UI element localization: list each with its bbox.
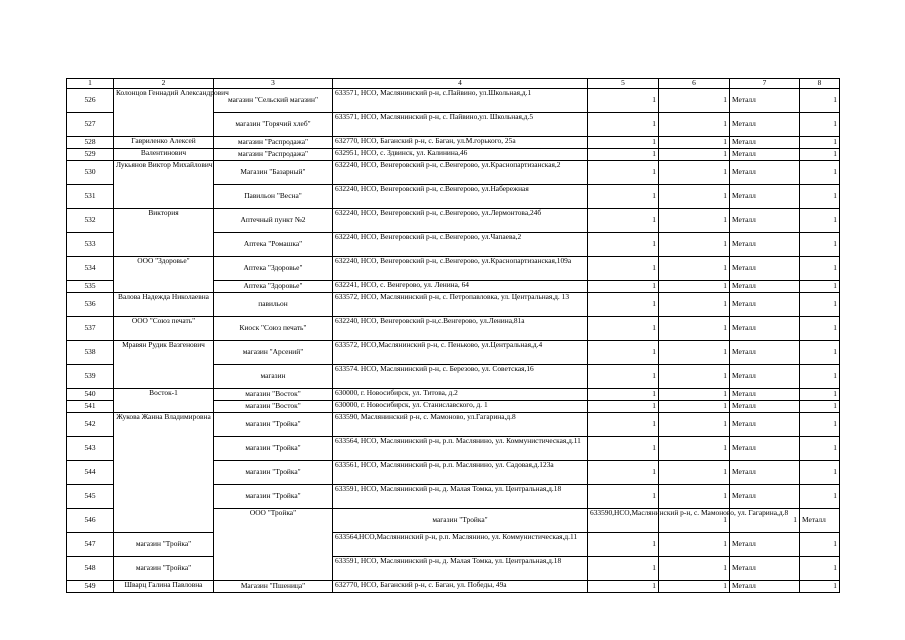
shop-name-cell: магазин "Восток" — [214, 389, 333, 401]
value-col6-cell: 1 — [659, 461, 730, 485]
value-col5-cell: 1 — [588, 581, 659, 593]
row-number-cell: 545 — [67, 485, 114, 509]
address-cell: 633590,НСО,Маслянинский р-н, с. Мамоново, ул. Гагарина,д.8 — [588, 509, 659, 533]
material-cell: Металл — [730, 401, 800, 413]
value-col5-cell: 1 — [588, 557, 659, 581]
value-col5-cell: 1 — [659, 509, 730, 533]
value-col8-cell: 1 — [800, 233, 840, 257]
row-number-cell: 533 — [67, 233, 114, 257]
value-col8-cell: 1 — [800, 437, 840, 461]
register-table-body — [67, 79, 840, 593]
shop-name-cell: Киоск "Союз печать" — [214, 317, 333, 341]
value-col6-cell: 1 — [659, 317, 730, 341]
row-number-cell: 544 — [67, 461, 114, 485]
address-cell: 632240, НСО, Венгеровский р-н, с.Венгерово, ул.Краснопартизанская,2 — [333, 161, 588, 185]
table-row — [67, 161, 840, 185]
value-col8-cell: 1 — [800, 293, 840, 317]
value-col6-cell: 1 — [659, 233, 730, 257]
shop-name-cell: Аптека "Здоровье" — [214, 281, 333, 293]
column-number-4: 4 — [333, 79, 588, 89]
row-number-cell: 549 — [67, 581, 114, 593]
material-cell: Металл — [730, 341, 800, 365]
owner-name-cell: ООО "Союз печать" — [114, 317, 214, 341]
value-col6-cell: 1 — [659, 185, 730, 209]
shop-name-cell: магазин "Тройка" — [214, 413, 333, 437]
value-col5-cell: 1 — [588, 161, 659, 185]
row-number-cell: 531 — [67, 185, 114, 209]
address-cell: 633572, НСО,Маслянинский р-н, с. Пеньково, ул.Центральная,д.4 — [333, 341, 588, 365]
material-cell: Металл — [730, 461, 800, 485]
value-col6-cell: 1 — [659, 281, 730, 293]
shop-name-cell: магазин "Тройка" — [214, 485, 333, 509]
shop-name-cell: магазин "Тройка" — [333, 509, 588, 533]
value-col8-cell: 1 — [800, 281, 840, 293]
value-col8-cell: 1 — [800, 401, 840, 413]
material-cell: Металл — [730, 557, 800, 581]
material-cell: Металл — [730, 437, 800, 461]
row-number-cell: 537 — [67, 317, 114, 341]
address-cell: 630000, г. Новосибирск, ул. Станиславского, д. 1 — [333, 401, 588, 413]
address-cell: 632240, НСО, Венгеровский р-н, с.Венгерово, ул.Краснопартизанская,109а — [333, 257, 588, 281]
owner-name-cell: Жукова Жанна Владимировна — [114, 413, 214, 533]
value-col8-cell: 1 — [800, 485, 840, 509]
value-col6-cell: 1 — [659, 149, 730, 161]
material-cell: Металл — [730, 281, 800, 293]
value-col6-cell: 1 — [659, 137, 730, 149]
owner-name-cell: Валова Надежда Николаевна — [114, 293, 214, 317]
value-col8-cell: 1 — [800, 533, 840, 557]
row-number-cell: 543 — [67, 437, 114, 461]
table-row — [67, 413, 840, 437]
value-col5-cell: 1 — [588, 389, 659, 401]
material-cell: Металл — [730, 185, 800, 209]
value-col5-cell: 1 — [588, 485, 659, 509]
value-col5-cell: 1 — [588, 437, 659, 461]
material-cell: Металл — [730, 161, 800, 185]
row-number-cell: 540 — [67, 389, 114, 401]
value-col5-cell: 1 — [588, 137, 659, 149]
shop-name-cell: Павильон "Весна" — [214, 185, 333, 209]
shop-name-cell: магазин "Распродажа" — [214, 137, 333, 149]
owner-name-cell: Шварц Галина Павловна — [114, 581, 214, 593]
value-col8-cell: 1 — [800, 161, 840, 185]
row-number-cell: 548 — [67, 557, 114, 581]
value-col5-cell: 1 — [588, 461, 659, 485]
shop-name-cell: магазин "Тройка" — [214, 461, 333, 485]
table-row — [67, 533, 840, 557]
address-cell: 633591, НСО, Маслянинский р-н, д. Малая Томка, ул. Центральная,д.18 — [333, 485, 588, 509]
value-col8-cell: 1 — [800, 413, 840, 437]
owner-name-cell: ООО "Тройка" — [214, 509, 333, 581]
row-number-cell: 536 — [67, 293, 114, 317]
value-col5-cell: 1 — [588, 401, 659, 413]
shop-name-cell: Магазин "Пшеница" — [214, 581, 333, 593]
material-cell: Металл — [730, 317, 800, 341]
material-cell: Металл — [730, 137, 800, 149]
value-col8-cell: 1 — [800, 209, 840, 233]
material-cell: Металл — [800, 509, 840, 533]
material-cell: Металл — [730, 533, 800, 557]
table-row — [67, 557, 840, 581]
value-col8-cell: 1 — [800, 581, 840, 593]
address-cell: 632240, НСО, Венгеровский р-н, с.Венгерово, ул.Чапаева,2 — [333, 233, 588, 257]
shop-name-cell: магазин "Распродажа" — [214, 149, 333, 161]
value-col8-cell: 1 — [800, 185, 840, 209]
shop-name-cell: павильон — [214, 293, 333, 317]
value-col5-cell: 1 — [588, 113, 659, 137]
material-cell: Металл — [730, 365, 800, 389]
value-col6-cell: 1 — [659, 257, 730, 281]
shop-name-cell: Аптека "Ромашка" — [214, 233, 333, 257]
row-number-cell: 529 — [67, 149, 114, 161]
value-col8-cell: 1 — [800, 149, 840, 161]
material-cell: Металл — [730, 113, 800, 137]
owner-name-cell: Мравян Рудик Вазгенович — [114, 341, 214, 389]
value-col5-cell: 1 — [588, 281, 659, 293]
address-cell: 632951, НСО, с. Здвинск, ул. Калинина,46 — [333, 149, 588, 161]
table-row — [67, 581, 840, 593]
value-col5-cell: 1 — [588, 233, 659, 257]
value-col6-cell: 1 — [659, 401, 730, 413]
table-row — [67, 137, 840, 149]
address-cell: 632240, НСО, Венгеровский р-н,с.Венгерово, ул.Ленина,81а — [333, 317, 588, 341]
owner-name-cell: Лукьянов Виктор Михайлович — [114, 161, 214, 209]
column-number-7: 7 — [730, 79, 800, 89]
address-cell: 632770, НСО, Баганский р-н, с. Баган, ул.М.горького, 25а — [333, 137, 588, 149]
material-cell: Металл — [730, 209, 800, 233]
value-col6-cell: 1 — [659, 293, 730, 317]
table-row — [67, 317, 840, 341]
shop-name-cell: магазин "Горячий хлеб" — [214, 113, 333, 137]
row-number-cell: 527 — [67, 113, 114, 137]
address-cell: 630000, г. Новосибирск, ул. Титова, д.2 — [333, 389, 588, 401]
address-cell: 632240, НСО, Венгеровский р-н, с.Венгерово, ул.Лермонтова,24б — [333, 209, 588, 233]
table-row — [67, 149, 840, 161]
shop-name-cell: Аптечный пункт №2 — [214, 209, 333, 233]
value-col5-cell: 1 — [588, 257, 659, 281]
shop-name-cell: Аптека "Здоровье" — [214, 257, 333, 281]
value-col8-cell: 1 — [800, 461, 840, 485]
value-col8-cell: 1 — [800, 317, 840, 341]
value-col8-cell: 1 — [800, 365, 840, 389]
row-number-cell: 532 — [67, 209, 114, 233]
row-number-cell: 542 — [67, 413, 114, 437]
value-col6-cell: 1 — [659, 437, 730, 461]
value-col5-cell: 1 — [588, 209, 659, 233]
row-number-cell: 547 — [67, 533, 114, 557]
value-col6-cell: 1 — [730, 509, 800, 533]
shop-name-cell: магазин "Тройка" — [114, 533, 214, 557]
shop-name-cell: магазин "Арсений" — [214, 341, 333, 365]
material-cell: Металл — [730, 293, 800, 317]
row-number-cell: 526 — [67, 89, 114, 113]
table-row — [67, 209, 840, 233]
address-cell: 633571, НСО, Маслянинский р-н, с. Пайвино,ул. Школьная,д.5 — [333, 113, 588, 137]
address-cell: 633571, НСО, Маслянинский р-н, с.Пайвино, ул.Школьная,д.1 — [333, 89, 588, 113]
owner-name-cell: Виктория — [114, 209, 214, 257]
value-col5-cell: 1 — [588, 413, 659, 437]
address-cell: 633591, НСО, Маслянинский р-н, д. Малая Томка, ул. Центральная,д.18 — [333, 557, 588, 581]
column-number-row — [67, 79, 840, 89]
value-col6-cell: 1 — [659, 341, 730, 365]
register-table — [66, 78, 840, 593]
value-col5-cell: 1 — [588, 365, 659, 389]
address-cell: 633564, НСО, Маслянинский р-н, р.п. Маслянино, ул. Коммунистическая,д.11 — [333, 437, 588, 461]
row-number-cell: 528 — [67, 137, 114, 149]
column-number-8: 8 — [800, 79, 840, 89]
owner-name-cell: ООО "Здоровье" — [114, 257, 214, 293]
column-number-1: 1 — [67, 79, 114, 89]
material-cell: Металл — [730, 89, 800, 113]
table-row — [67, 341, 840, 365]
row-number-cell: 535 — [67, 281, 114, 293]
table-row — [67, 389, 840, 401]
shop-name-cell: магазин "Восток" — [214, 401, 333, 413]
owner-name-cell: Гавриленко Алексей — [114, 137, 214, 149]
shop-name-cell: Магазин "Базарный" — [214, 161, 333, 185]
address-cell: 633564,НСО,Маслянинский р-н, р.п. Маслянино, ул. Коммунистическая,д.11 — [333, 533, 588, 557]
value-col8-cell: 1 — [800, 341, 840, 365]
address-cell: 633561, НСО, Маслянинский р-н, р.п. Маслянино, ул. Садовая,д.123а — [333, 461, 588, 485]
address-cell: 633572, НСО, Маслянинский р-н, с. Петропавловка, ул. Центральная,д. 13 — [333, 293, 588, 317]
owner-name-cell: Валентинович — [114, 149, 214, 161]
value-col6-cell: 1 — [659, 389, 730, 401]
value-col8-cell: 1 — [800, 113, 840, 137]
row-number-cell: 534 — [67, 257, 114, 281]
value-col5-cell: 1 — [588, 149, 659, 161]
material-cell: Металл — [730, 389, 800, 401]
value-col8-cell: 1 — [800, 389, 840, 401]
address-cell: 633574. НСО, Маслянинский р-н, с. Березово, ул. Советская,16 — [333, 365, 588, 389]
value-col8-cell: 1 — [800, 557, 840, 581]
owner-name-cell: Колонцов Геннадий Александрович — [114, 89, 214, 137]
row-number-cell: 546 — [67, 509, 114, 533]
table-row — [67, 89, 840, 113]
column-number-5: 5 — [588, 79, 659, 89]
value-col6-cell: 1 — [659, 161, 730, 185]
value-col6-cell: 1 — [659, 581, 730, 593]
value-col6-cell: 1 — [659, 533, 730, 557]
value-col5-cell: 1 — [588, 185, 659, 209]
shop-name-cell: магазин "Тройка" — [114, 557, 214, 581]
material-cell: Металл — [730, 413, 800, 437]
value-col6-cell: 1 — [659, 557, 730, 581]
value-col6-cell: 1 — [659, 89, 730, 113]
material-cell: Металл — [730, 581, 800, 593]
row-number-cell: 538 — [67, 341, 114, 365]
table-row — [67, 257, 840, 281]
address-cell: 632240, НСО, Венгеровский р-н, с.Венгерово, ул.Набережная — [333, 185, 588, 209]
column-number-6: 6 — [659, 79, 730, 89]
value-col8-cell: 1 — [800, 89, 840, 113]
value-col6-cell: 1 — [659, 113, 730, 137]
row-number-cell: 541 — [67, 401, 114, 413]
value-col8-cell: 1 — [800, 257, 840, 281]
row-number-cell: 530 — [67, 161, 114, 185]
material-cell: Металл — [730, 233, 800, 257]
value-col6-cell: 1 — [659, 413, 730, 437]
material-cell: Металл — [730, 149, 800, 161]
value-col5-cell: 1 — [588, 317, 659, 341]
value-col8-cell: 1 — [800, 137, 840, 149]
table-row — [67, 293, 840, 317]
material-cell: Металл — [730, 257, 800, 281]
value-col6-cell: 1 — [659, 209, 730, 233]
value-col5-cell: 1 — [588, 341, 659, 365]
row-number-cell: 539 — [67, 365, 114, 389]
value-col5-cell: 1 — [588, 293, 659, 317]
value-col5-cell: 1 — [588, 533, 659, 557]
column-number-2: 2 — [114, 79, 214, 89]
column-number-3: 3 — [214, 79, 333, 89]
shop-name-cell: магазин — [214, 365, 333, 389]
shop-name-cell: магазин "Сельский магазин" — [214, 89, 333, 113]
value-col5-cell: 1 — [588, 89, 659, 113]
value-col6-cell: 1 — [659, 485, 730, 509]
material-cell: Металл — [730, 485, 800, 509]
address-cell: 632241, НСО, с. Венгерово, ул. Ленина, 64 — [333, 281, 588, 293]
owner-name-cell: Восток-1 — [114, 389, 214, 413]
shop-name-cell: магазин "Тройка" — [214, 437, 333, 461]
value-col6-cell: 1 — [659, 365, 730, 389]
address-cell: 633590, Маслянинский р-н, с. Мамоново, ул.Гагарина,д.8 — [333, 413, 588, 437]
address-cell: 632770, НСО, Баганский р-н, с. Баган, ул. Победы, 49а — [333, 581, 588, 593]
